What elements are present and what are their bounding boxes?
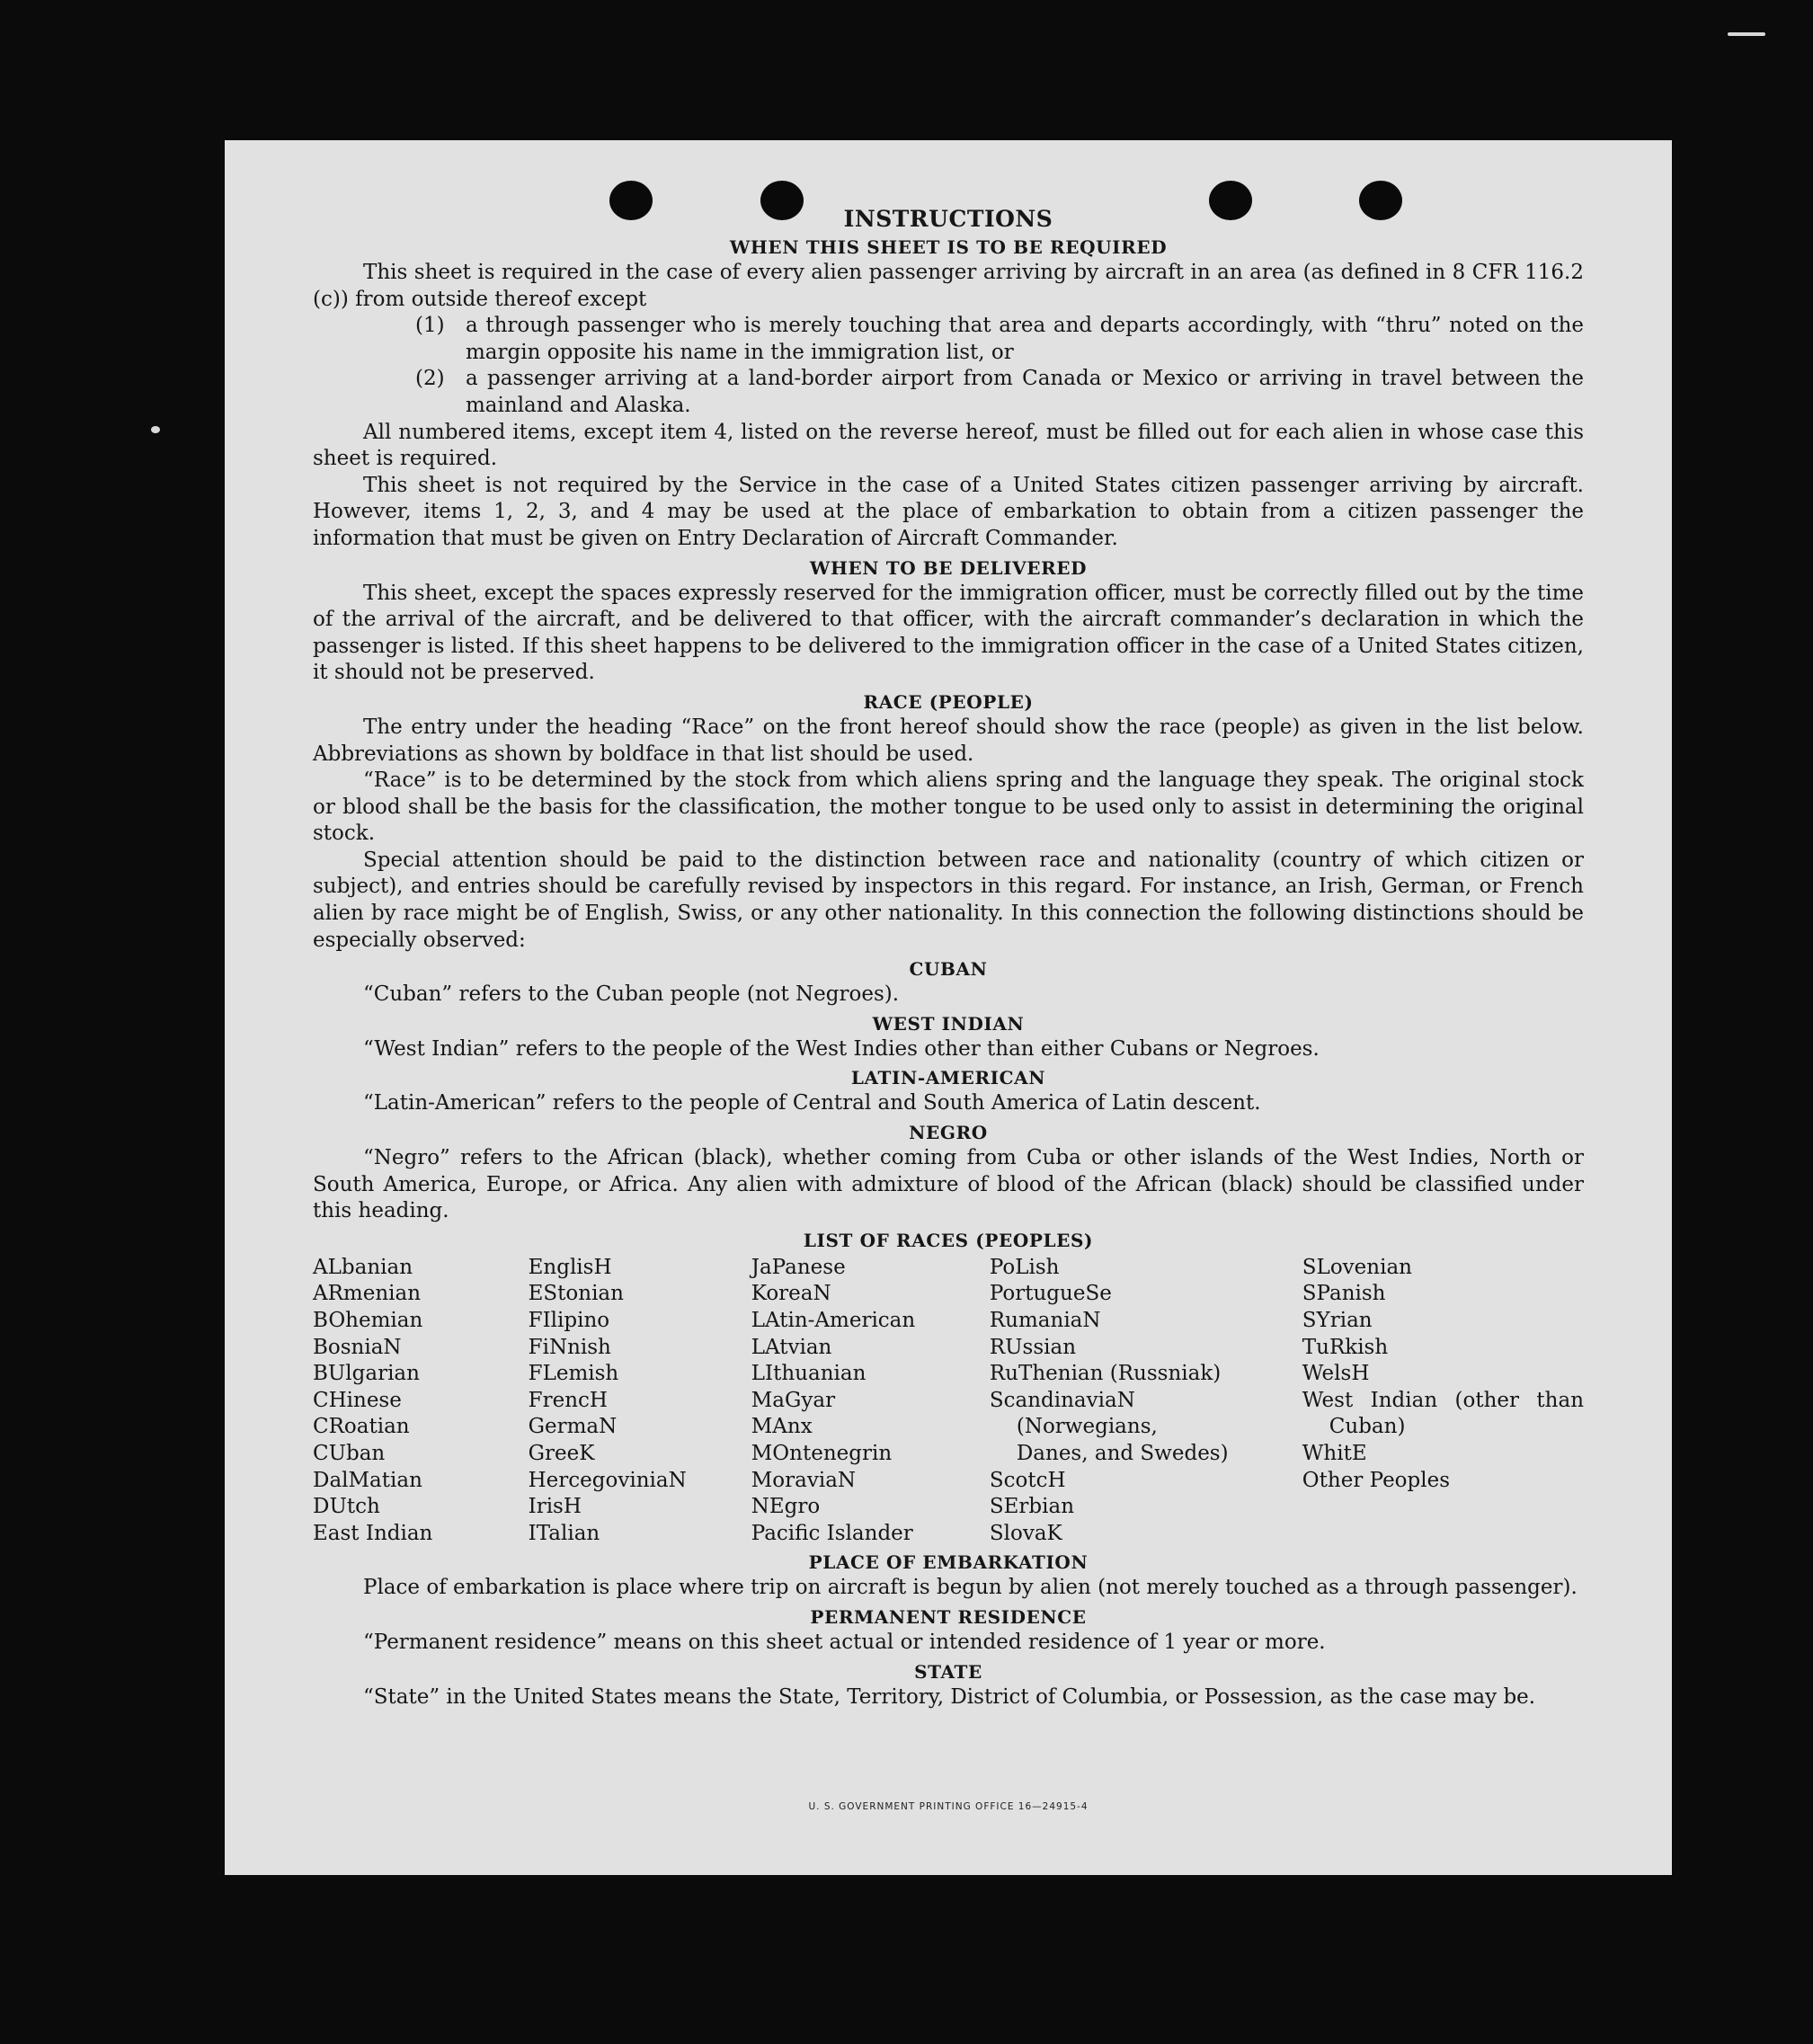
race-entry: HercegoviniaN — [528, 1468, 687, 1492]
scan-artifact — [1728, 32, 1765, 36]
race-entry: MaGyar — [751, 1388, 836, 1412]
race-list — [313, 1255, 1584, 1548]
section-heading-latin-american: LATIN-AMERICAN — [850, 1067, 1046, 1089]
race-entry: MAnx — [751, 1415, 813, 1439]
race-entry: CRoatian — [313, 1415, 410, 1439]
race-entry: WelsH — [1302, 1362, 1370, 1386]
race-entry: ITalian — [528, 1521, 600, 1545]
list-item — [415, 313, 1584, 366]
race-entry: WhitE — [1302, 1441, 1367, 1465]
section-heading-cuban: CUBAN — [909, 958, 988, 981]
list-item — [415, 366, 1584, 419]
race-entry: SPanish — [1302, 1282, 1386, 1306]
item-text: a through passenger who is merely touching that area and departs accordingly, with “thru” noted on the margin opposite his name in the immigration list, or — [466, 314, 1584, 364]
paragraph: “Cuban” refers to the Cuban people (not Negroes). — [363, 982, 900, 1007]
race-entry: RUssian — [989, 1335, 1077, 1359]
paragraph: This sheet, except the spaces expressly reserved for the immigration officer, must be correctly filled out by the time of the arrival of the aircraft, and be delivered to that officer, with the aircraft commander’s declaration in which the passenger is listed. If this sheet happens to be delivered to the immigration officer in the case of a United States citizen, it should not be preserved. — [313, 581, 1584, 685]
section-heading-negro: NEGRO — [909, 1122, 988, 1144]
paragraph: The entry under the heading “Race” on the front hereof should show the race (people) as given in the list below. Abbreviations as shown by boldface in that list should be used. — [313, 715, 1584, 766]
paragraph: “Permanent residence” means on this sheet actual or intended residence of 1 year or more. — [363, 1630, 1326, 1654]
race-entry: Pacific Islander — [751, 1521, 913, 1545]
race-entry: BOhemian — [313, 1309, 423, 1332]
race-entry: EnglisH — [528, 1255, 612, 1279]
section-heading-list-of-races: LIST OF RACES (PEOPLES) — [803, 1229, 1094, 1251]
race-entry: FIlipino — [528, 1309, 610, 1332]
race-entry: FLemish — [528, 1362, 619, 1386]
race-column — [751, 1255, 990, 1548]
section-heading-state: STATE — [914, 1660, 982, 1683]
paragraph: This sheet is required in the case of every alien passenger arriving by aircraft in an area (as defined in 8 CFR 116.2 (c)) from outside thereof except — [313, 261, 1584, 311]
race-entry: DUtch — [313, 1495, 380, 1519]
race-column — [990, 1255, 1231, 1548]
race-entry: FiNnish — [528, 1335, 611, 1359]
paragraph: “Race” is to be determined by the stock from which aliens spring and the language they speak. The original stock or blood shall be the basis for the classification, the mother tongue to be used only to assist in determining the original stock. — [313, 769, 1584, 846]
race-entry: FrencH — [528, 1388, 608, 1412]
race-entry: SLovenian — [1302, 1255, 1412, 1279]
race-entry: GermaN — [528, 1415, 618, 1439]
race-entry: DalMatian — [313, 1468, 422, 1492]
race-entry: JaPanese — [751, 1255, 846, 1279]
race-entry: East Indian — [313, 1521, 433, 1545]
race-entry: NEgro — [751, 1495, 821, 1519]
race-entry: CUban — [313, 1441, 386, 1465]
paragraph: Special attention should be paid to the distinction between race and nationality (country of which citizen or subject), and entries should be carefully revised by inspectors in this regard. For instance, an Irish, German, or French alien by race might be of English, Swiss, or any other nationality. In this connection the following distinctions should be especially observed: — [313, 848, 1584, 952]
race-entry: IrisH — [528, 1495, 582, 1519]
section-heading-race: RACE (PEOPLE) — [863, 690, 1034, 713]
paragraph: All numbered items, except item 4, listed on the reverse hereof, must be filled out for each alien in whose case this sheet is required. — [313, 420, 1584, 471]
race-entry: MOntenegrin — [751, 1441, 893, 1465]
race-entry: ScandinaviaN (Norwegians, Danes, and Swedes) — [989, 1388, 1229, 1465]
race-entry: RumaniaN — [989, 1309, 1101, 1332]
race-entry: LAtvian — [751, 1335, 832, 1359]
race-entry: ARmenian — [313, 1282, 422, 1306]
paragraph: Place of embarkation is place where trip on aircraft is begun by alien (not merely touched as a through passenger). — [363, 1576, 1577, 1600]
section-heading-embarkation: PLACE OF EMBARKATION — [808, 1551, 1089, 1574]
race-entry: EStonian — [528, 1282, 624, 1306]
scan-artifact — [151, 426, 160, 433]
race-entry: BUlgarian — [313, 1362, 420, 1386]
race-entry: West Indian (other than Cuban) — [1302, 1388, 1585, 1439]
printer-imprint: U. S. GOVERNMENT PRINTING OFFICE 16—24915-4 — [808, 1801, 1089, 1812]
paragraph: “State” in the United States means the State, Territory, District of Columbia, or Possession, as the case may be. — [363, 1684, 1536, 1709]
race-entry: GreeK — [528, 1441, 595, 1465]
race-entry: BosniaN — [313, 1335, 402, 1359]
instructions-body — [313, 205, 1584, 1711]
race-entry: SYrian — [1302, 1309, 1373, 1332]
section-heading-residence: PERMANENT RESIDENCE — [810, 1605, 1087, 1628]
item-text: a passenger arriving at a land-border airport from Canada or Mexico or arriving in travel between the mainland and Alaska. — [466, 367, 1584, 417]
race-entry: ScotcH — [989, 1468, 1066, 1492]
section-heading-west-indian: WEST INDIAN — [872, 1012, 1025, 1035]
race-entry: LAtin-American — [751, 1309, 916, 1332]
race-column — [313, 1255, 529, 1548]
paragraph: “Latin-American” refers to the people of Central and South America of Latin descent. — [363, 1091, 1261, 1115]
race-entry: MoraviaN — [751, 1468, 857, 1492]
race-entry: RuThenian (Russniak) — [989, 1362, 1222, 1386]
section-heading-required: WHEN THIS SHEET IS TO BE REQUIRED — [729, 236, 1168, 258]
item-number: (1) — [415, 314, 445, 338]
document-sheet — [225, 140, 1672, 1875]
race-entry: SlovaK — [989, 1521, 1062, 1545]
race-column — [1302, 1255, 1584, 1548]
page-title: INSTRUCTIONS — [843, 206, 1053, 232]
race-entry: TuRkish — [1302, 1335, 1389, 1359]
item-number: (2) — [415, 367, 445, 391]
race-entry: PortugueSe — [989, 1282, 1112, 1306]
race-entry: Other Peoples — [1302, 1468, 1451, 1492]
race-entry: SErbian — [989, 1495, 1075, 1519]
race-entry: LIthuanian — [751, 1362, 867, 1386]
paragraph: “Negro” refers to the African (black), whether coming from Cuba or other islands of the West Indies, North or South America, Europe, or Africa. Any alien with admixture of blood of the African (black) should be classified under this heading. — [313, 1146, 1584, 1223]
paragraph: This sheet is not required by the Service in the case of a United States citizen passenger arriving by aircraft. However, items 1, 2, 3, and 4 may be used at the place of embarkation to obtain from a citizen passenger the information that must be given on Entry Declaration of Aircraft Commander. — [313, 473, 1584, 550]
race-entry: CHinese — [313, 1388, 402, 1412]
section-heading-delivered: WHEN TO BE DELIVERED — [809, 556, 1088, 579]
race-entry: ALbanian — [313, 1255, 413, 1279]
race-entry: KoreaN — [751, 1282, 831, 1306]
race-entry: PoLish — [989, 1255, 1060, 1279]
paragraph: “West Indian” refers to the people of the West Indies other than either Cubans or Negroes. — [363, 1036, 1320, 1061]
race-column — [529, 1255, 751, 1548]
